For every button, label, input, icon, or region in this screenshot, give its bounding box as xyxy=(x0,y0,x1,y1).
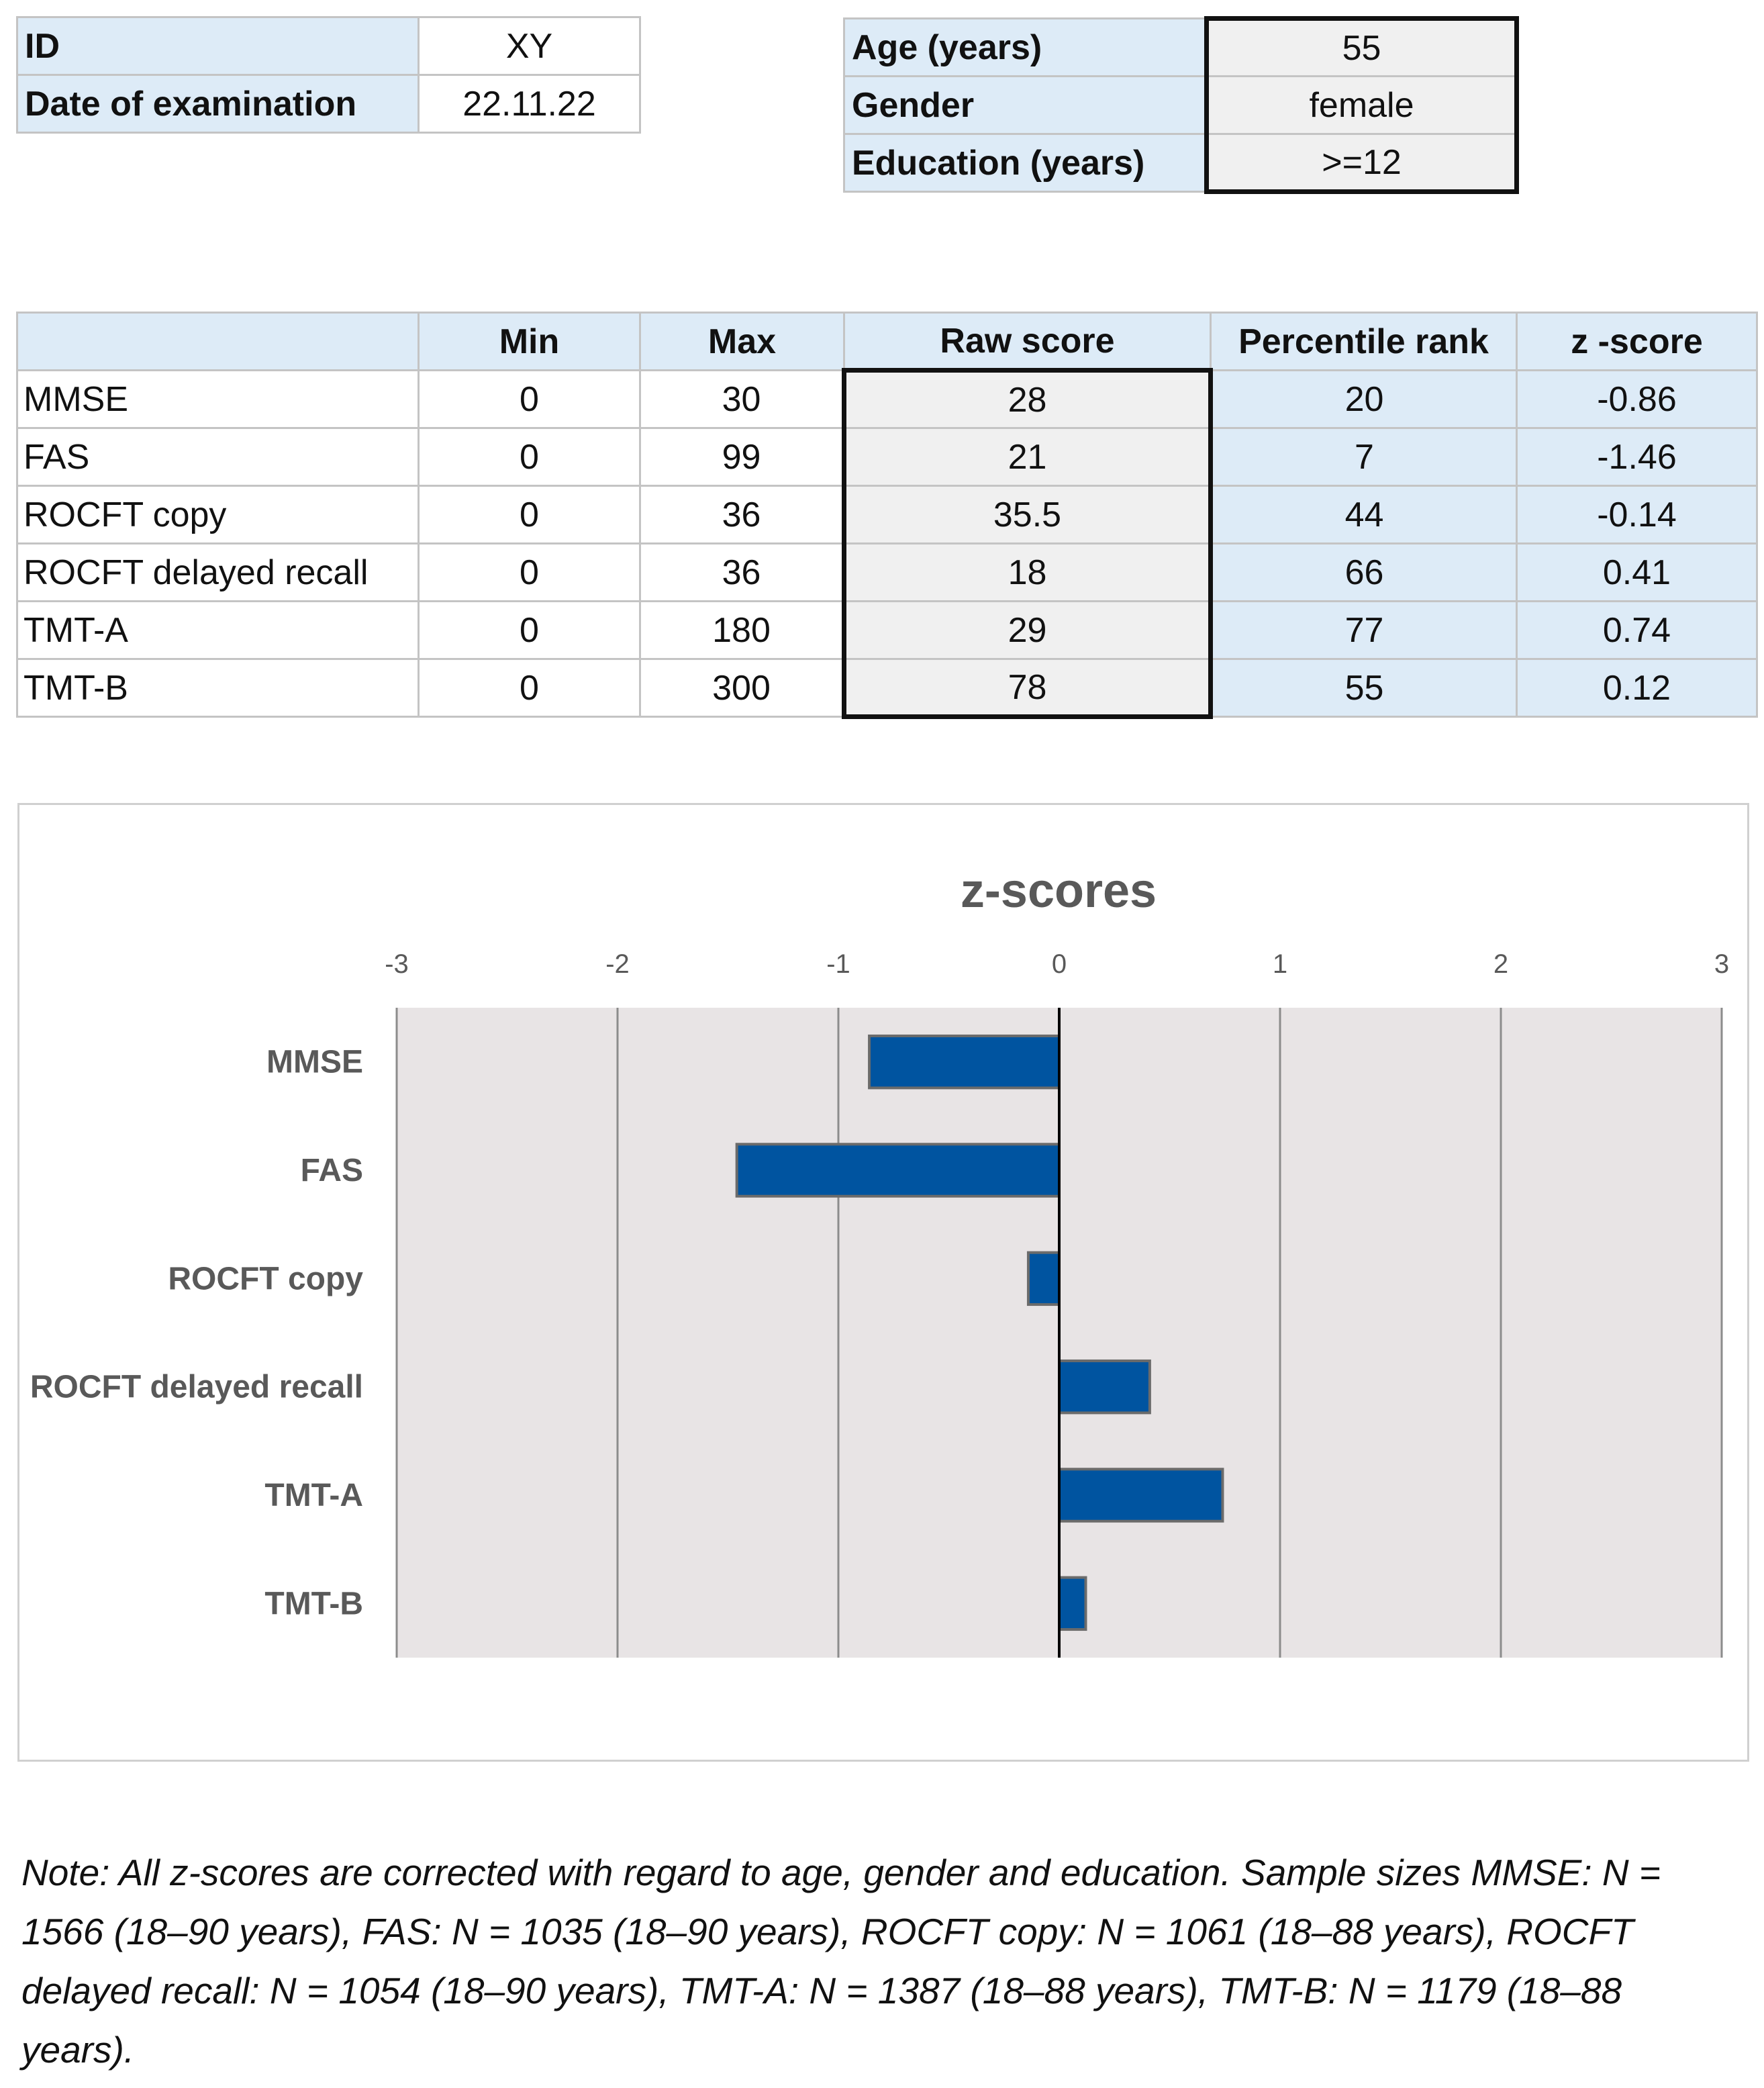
category-label: TMT-A xyxy=(264,1478,363,1513)
bar-tmt-a xyxy=(1059,1469,1222,1521)
row-test-name: TMT-A xyxy=(17,602,419,659)
bar-tmt-b xyxy=(1059,1578,1085,1629)
header-z-score: z -score xyxy=(1517,313,1757,371)
row-percentile: 55 xyxy=(1211,659,1517,717)
row-max: 36 xyxy=(640,544,844,602)
id-value[interactable]: XY xyxy=(419,17,640,75)
patient-info-table xyxy=(16,16,641,134)
x-tick-label: -3 xyxy=(385,949,409,979)
table-row xyxy=(17,544,1757,602)
row-percentile: 44 xyxy=(1211,486,1517,544)
row-max: 180 xyxy=(640,602,844,659)
category-label: ROCFT copy xyxy=(168,1261,363,1297)
row-raw-score[interactable]: 29 xyxy=(844,602,1211,659)
row-max: 30 xyxy=(640,371,844,428)
table-row xyxy=(17,659,1757,717)
x-tick-label: -2 xyxy=(605,949,630,979)
row-raw-score[interactable]: 78 xyxy=(844,659,1211,717)
row-z-score: 0.41 xyxy=(1517,544,1757,602)
education-label: Education (years) xyxy=(844,134,1207,192)
row-test-name: TMT-B xyxy=(17,659,419,717)
category-label: TMT-B xyxy=(264,1586,363,1622)
category-label: ROCFT delayed recall xyxy=(30,1369,363,1405)
row-test-name: MMSE xyxy=(17,371,419,428)
x-tick-label: 1 xyxy=(1272,949,1288,979)
row-z-score: -0.86 xyxy=(1517,371,1757,428)
date-value[interactable]: 22.11.22 xyxy=(419,75,640,133)
row-z-score: -0.14 xyxy=(1517,486,1757,544)
row-raw-score[interactable]: 35.5 xyxy=(844,486,1211,544)
footnote: Note: All z-scores are corrected with regard to age, gender and education. Sample sizes MMSE: N = 1566 (18–90 years), FAS: N = 1035 (18–90 years), ROCFT copy: N = 1061 (18–88 years), ROCFT delayed recall: N = 1054 (18–90 years), TMT-A: N = 1387 (18–88 years), TMT-B: N = 1179 (18–88 years). xyxy=(21,1852,1661,2071)
bar-rocft-copy xyxy=(1028,1253,1059,1304)
demographics-table xyxy=(843,16,1519,194)
row-z-score: 0.12 xyxy=(1517,659,1757,717)
scores-header-row xyxy=(17,313,1757,371)
table-row xyxy=(17,486,1757,544)
row-percentile: 7 xyxy=(1211,428,1517,486)
header-min: Min xyxy=(419,313,640,371)
z-scores-chart xyxy=(17,803,1749,1762)
z-scores-chart-svg xyxy=(19,805,1747,1760)
scores-table xyxy=(16,312,1758,719)
bar-mmse xyxy=(869,1036,1059,1088)
bar-fas xyxy=(737,1144,1059,1196)
table-row xyxy=(17,371,1757,428)
age-label: Age (years) xyxy=(844,19,1207,77)
row-test-name: FAS xyxy=(17,428,419,486)
x-tick-label: 3 xyxy=(1714,949,1730,979)
row-min: 0 xyxy=(419,371,640,428)
row-raw-score[interactable]: 18 xyxy=(844,544,1211,602)
id-label: ID xyxy=(17,17,419,75)
row-min: 0 xyxy=(419,486,640,544)
row-min: 0 xyxy=(419,544,640,602)
row-test-name: ROCFT delayed recall xyxy=(17,544,419,602)
header-max: Max xyxy=(640,313,844,371)
gender-label: Gender xyxy=(844,77,1207,134)
row-percentile: 77 xyxy=(1211,602,1517,659)
x-tick-label: 0 xyxy=(1051,949,1067,979)
row-raw-score[interactable]: 21 xyxy=(844,428,1211,486)
row-z-score: -1.46 xyxy=(1517,428,1757,486)
category-label: FAS xyxy=(300,1153,363,1188)
header-percentile-rank: Percentile rank xyxy=(1211,313,1517,371)
row-z-score: 0.74 xyxy=(1517,602,1757,659)
row-max: 300 xyxy=(640,659,844,717)
header-raw-score: Raw score xyxy=(844,313,1211,371)
education-value[interactable]: >=12 xyxy=(1207,134,1517,192)
table-row xyxy=(17,428,1757,486)
x-tick-label: 2 xyxy=(1493,949,1509,979)
bar-rocft-delayed-recall xyxy=(1059,1361,1150,1413)
date-label: Date of examination xyxy=(17,75,419,133)
row-min: 0 xyxy=(419,659,640,717)
row-raw-score[interactable]: 28 xyxy=(844,371,1211,428)
header-test xyxy=(17,313,419,371)
table-row xyxy=(17,602,1757,659)
age-value[interactable]: 55 xyxy=(1207,19,1517,77)
row-test-name: ROCFT copy xyxy=(17,486,419,544)
gender-value[interactable]: female xyxy=(1207,77,1517,134)
row-percentile: 20 xyxy=(1211,371,1517,428)
row-min: 0 xyxy=(419,602,640,659)
chart-title: z-scores xyxy=(960,864,1157,918)
x-tick-label: -1 xyxy=(826,949,850,979)
row-max: 36 xyxy=(640,486,844,544)
row-percentile: 66 xyxy=(1211,544,1517,602)
category-label: MMSE xyxy=(266,1044,363,1080)
row-max: 99 xyxy=(640,428,844,486)
row-min: 0 xyxy=(419,428,640,486)
